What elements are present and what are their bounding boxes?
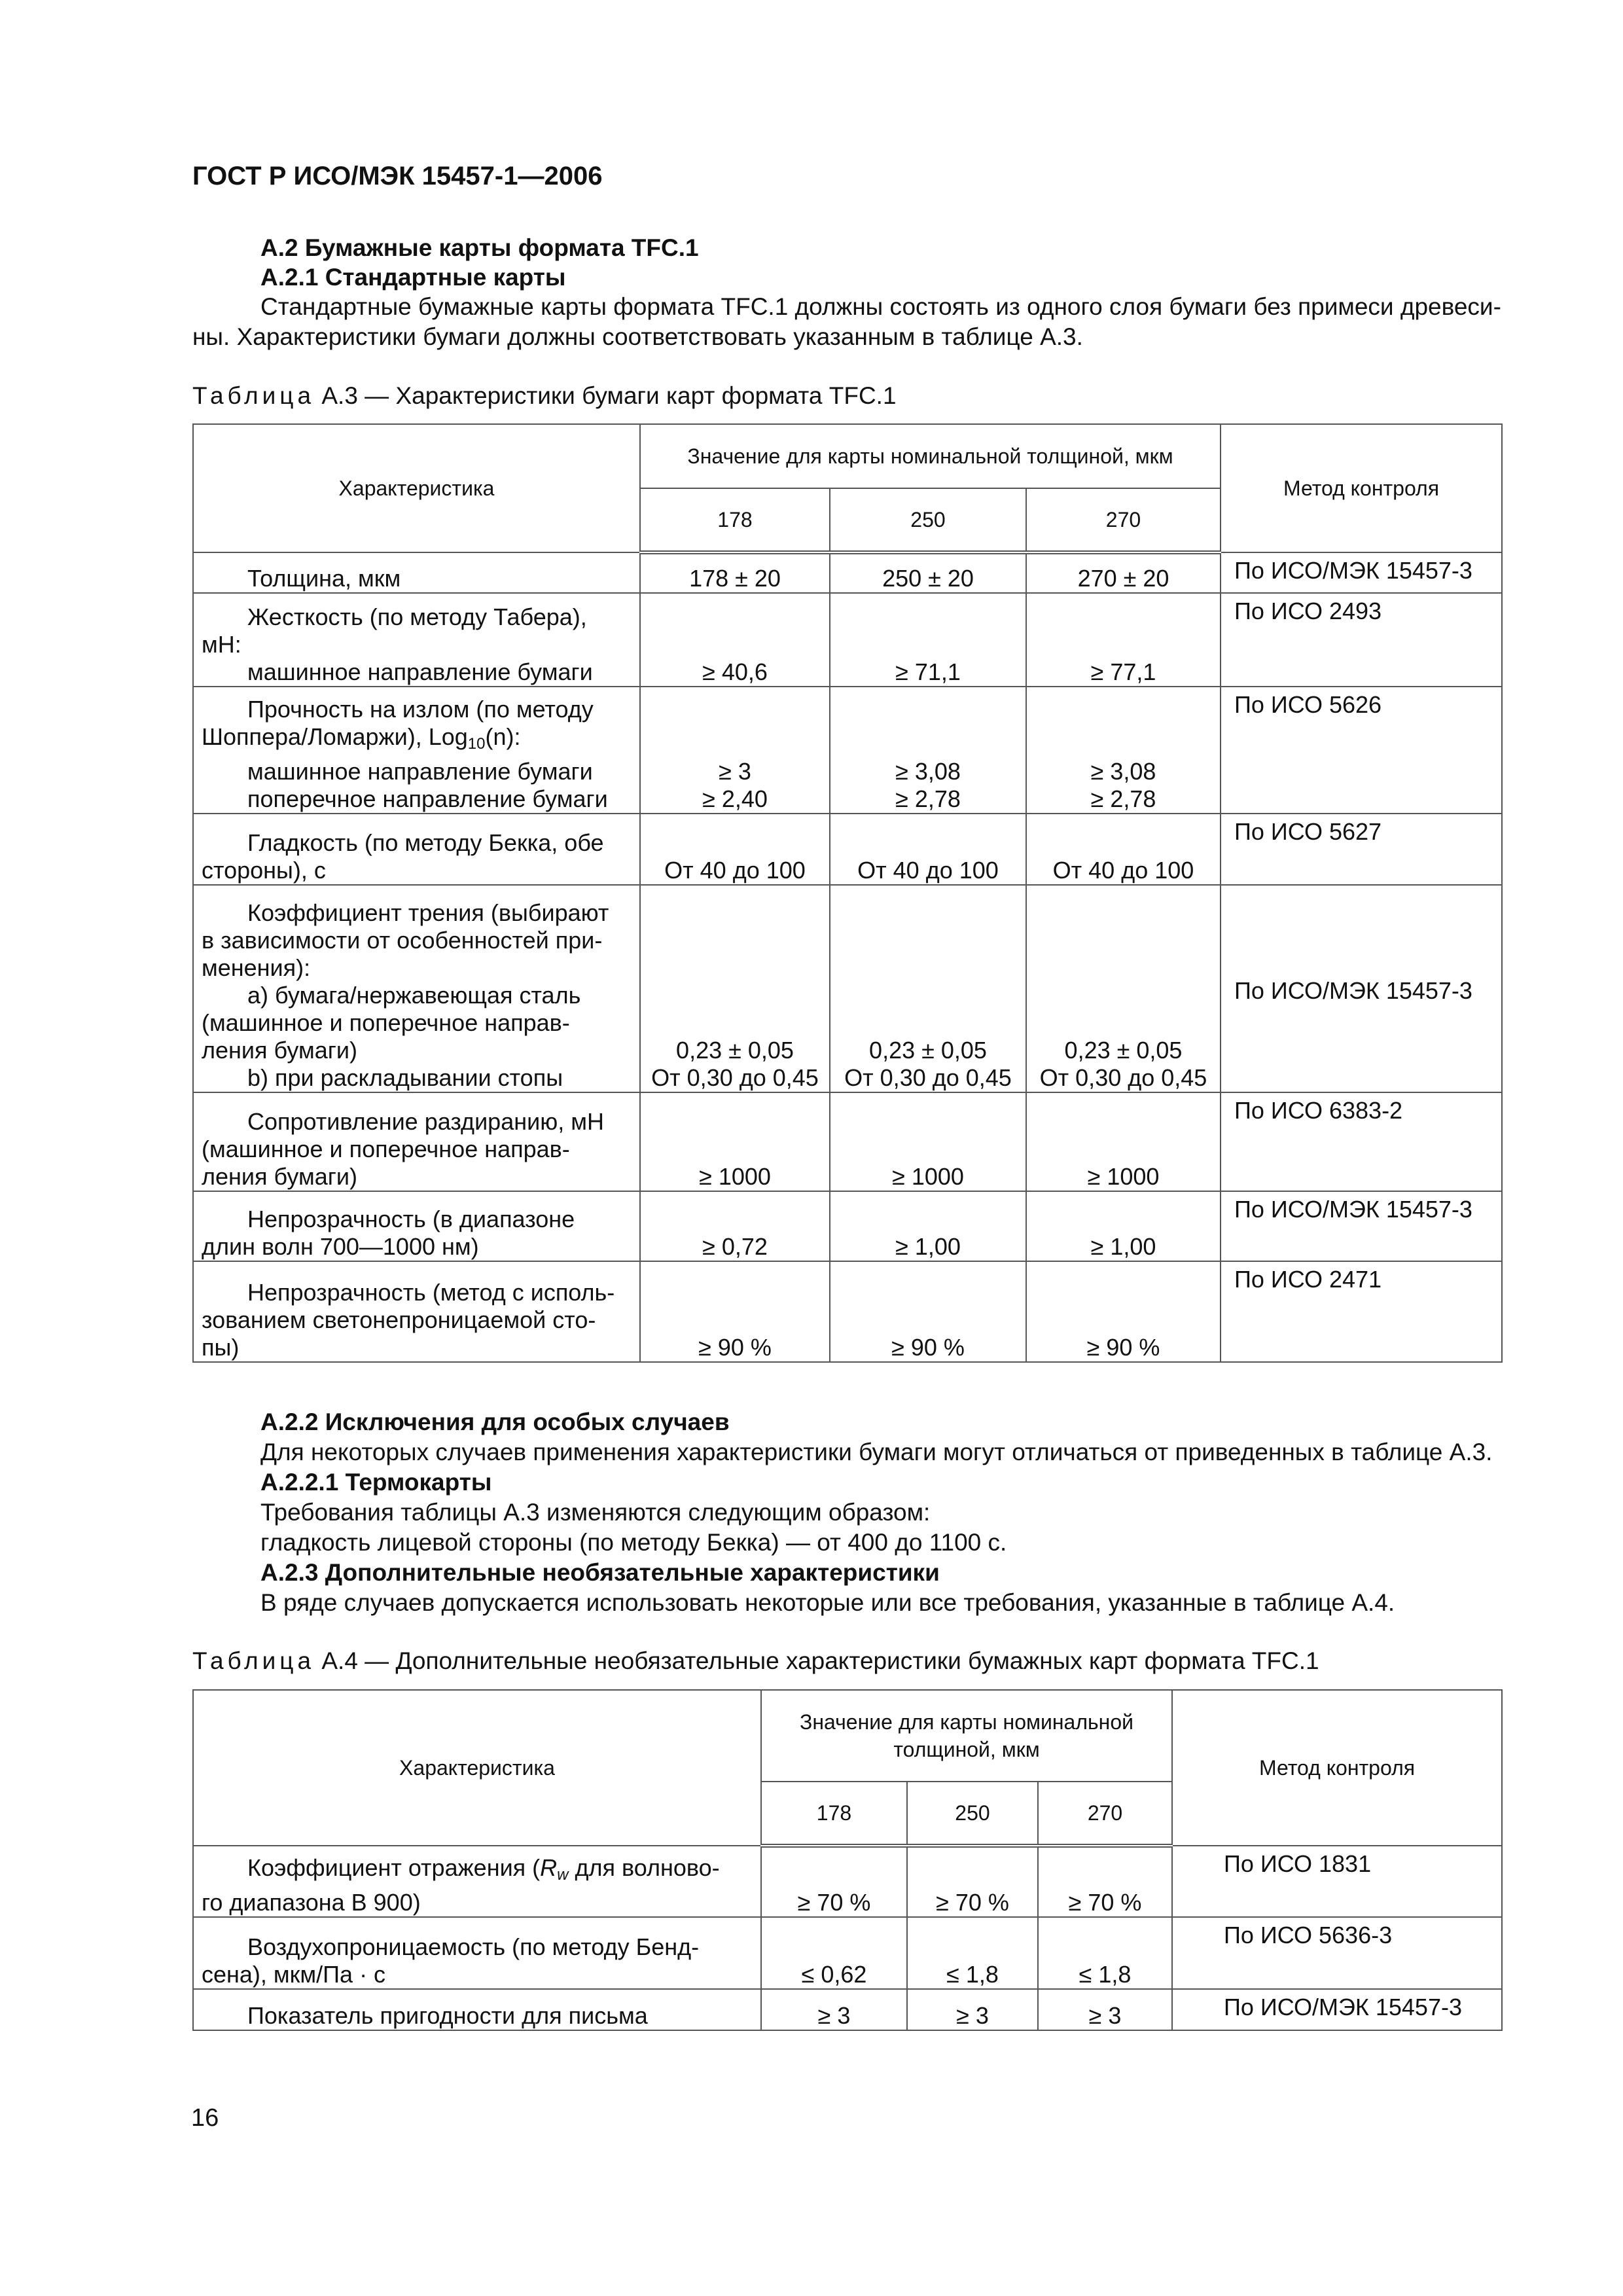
table-a4 [192, 1689, 1503, 2031]
table-row: Воздухопроницаемость (по методу Бенд- сена), мкм/Па · с ≤ 0,62 ≤ 1,8 ≤ 1,8 По ИСО 5636-3 [193, 1917, 1502, 1989]
table-a3 [192, 423, 1503, 1363]
table-a3-header-270: 270 [1026, 488, 1221, 552]
table-a4-caption-text: А.4 — Дополнительные необязательные характеристики бумажных карт формата TFC.1 [315, 1647, 1319, 1674]
table-a3-header-value: Значение для карты номинальной толщиной, мкм [640, 424, 1221, 488]
page-number: 16 [191, 2104, 219, 2132]
table-a3-caption-text: А.3 — Характеристики бумаги карт формата TFC.1 [315, 382, 897, 409]
table-a4-caption [192, 1646, 1319, 1676]
section-a21-heading: А.2.1 Стандартные карты [260, 264, 566, 291]
table-a3-caption [192, 381, 897, 411]
paragraph-4: В ряде случаев допускается использовать некоторые или все требования, указанные в таблице А.4. [260, 1589, 1395, 1616]
section-a221-heading: А.2.2.1 Термокарты [260, 1469, 492, 1496]
table-row: Непрозрачность (в диапазоне длин волн 700—1000 нм) ≥ 0,72 ≥ 1,00 ≥ 1,00 По ИСО/МЭК 15457-3 [193, 1191, 1502, 1261]
paragraph-1-line-2: ны. Характеристики бумаги должны соответствовать указанным в таблице А.3. [192, 323, 1083, 350]
table-row: Коэффициент отражения ($R_w$ для волново- го диапазона В 900) ≥ 70 % ≥ 70 % ≥ 70 % По ИСО 1831 [193, 1846, 1502, 1917]
table-a3-header-method: Метод контроля [1221, 424, 1502, 552]
table-a4-header-270: 270 [1038, 1782, 1172, 1846]
table-a4-header-178: 178 [761, 1782, 907, 1846]
section-a22-heading: А.2.2 Исключения для особых случаев [260, 1408, 730, 1435]
table-row: Коэффициент трения (выбирают в зависимости от особенностей при- менения): а) бумага/нержавеющая сталь (машинное и поперечное направ- ления бумаги) b) при раскладывании стопы 0,23 ± 0,05 От 0,30 до 0,45 0,23 ± 0,05 От 0,30 до 0,45 0,23 ± 0,05 От 0,30 до 0,45 По ИСО/МЭК 15457-3 [193, 885, 1502, 1092]
table-row: Показатель пригодности для письма ≥ 3 ≥ 3 ≥ 3 По ИСО/МЭК 15457-3 [193, 1989, 1502, 2030]
section-a2-heading: А.2 Бумажные карты формата TFC.1 [260, 234, 699, 261]
table-row: Жесткость (по методу Табера), мН: машинное направление бумаги ≥ 40,6 ≥ 71,1 ≥ 77,1 По ИСО 2493 [193, 593, 1502, 687]
table-a4-header-method: Метод контроля [1172, 1690, 1502, 1846]
table-a3-caption-word: Таблица [192, 382, 315, 409]
table-row: Сопротивление раздиранию, мН (машинное и поперечное направ- ления бумаги) ≥ 1000 ≥ 1000 ≥ 1000 По ИСО 6383-2 [193, 1092, 1502, 1191]
paragraph-3-line-1: Требования таблицы А.3 изменяются следующим образом: [260, 1499, 931, 1526]
table-row: Прочность на излом (по методу Шоппера/Ломаржи), Log$_{10}$(n): машинное направление бумаги поперечное направление бумаги ≥ 3 ≥ 2,40 ≥ 3,08 ≥ 2,78 ≥ 3,08 ≥ 2,78 По ИСО 5626 [193, 687, 1502, 814]
document-header: ГОСТ Р ИСО/МЭК 15457-1—2006 [192, 162, 603, 190]
table-a4-caption-word: Таблица [192, 1647, 315, 1674]
table-a3-header-250: 250 [830, 488, 1026, 552]
paragraph-2: Для некоторых случаев применения характеристики бумаги могут отличаться от приведенных в таблице А.3. [260, 1439, 1493, 1465]
table-row: Гладкость (по методу Бекка, обе стороны), с От 40 до 100 От 40 до 100 От 40 до 100 По ИСО 5627 [193, 814, 1502, 885]
table-row: Толщина, мкм 178 ± 20 250 ± 20 270 ± 20 По ИСО/МЭК 15457-3 [193, 552, 1502, 593]
paragraph-1-line-1: Стандартные бумажные карты формата TFC.1 должны состоять из одного слоя бумаги без примеси древеси- [260, 293, 1501, 320]
section-a23-heading: А.2.3 Дополнительные необязательные характеристики [260, 1559, 940, 1586]
table-a4-header-250: 250 [907, 1782, 1038, 1846]
table-a3-header-178: 178 [640, 488, 830, 552]
paragraph-3-line-2: гладкость лицевой стороны (по методу Бекка) — от 400 до 1100 с. [260, 1529, 1007, 1556]
table-row: Непрозрачность (метод с исполь- зованием светонепроницаемой сто- пы) ≥ 90 % ≥ 90 % ≥ 90 % По ИСО 2471 [193, 1261, 1502, 1362]
table-a4-header-value: Значение для карты номинальной толщиной, мкм [761, 1690, 1172, 1782]
table-a3-header-characteristic: Характеристика [193, 424, 640, 552]
table-a4-header-characteristic: Характеристика [193, 1690, 761, 1846]
